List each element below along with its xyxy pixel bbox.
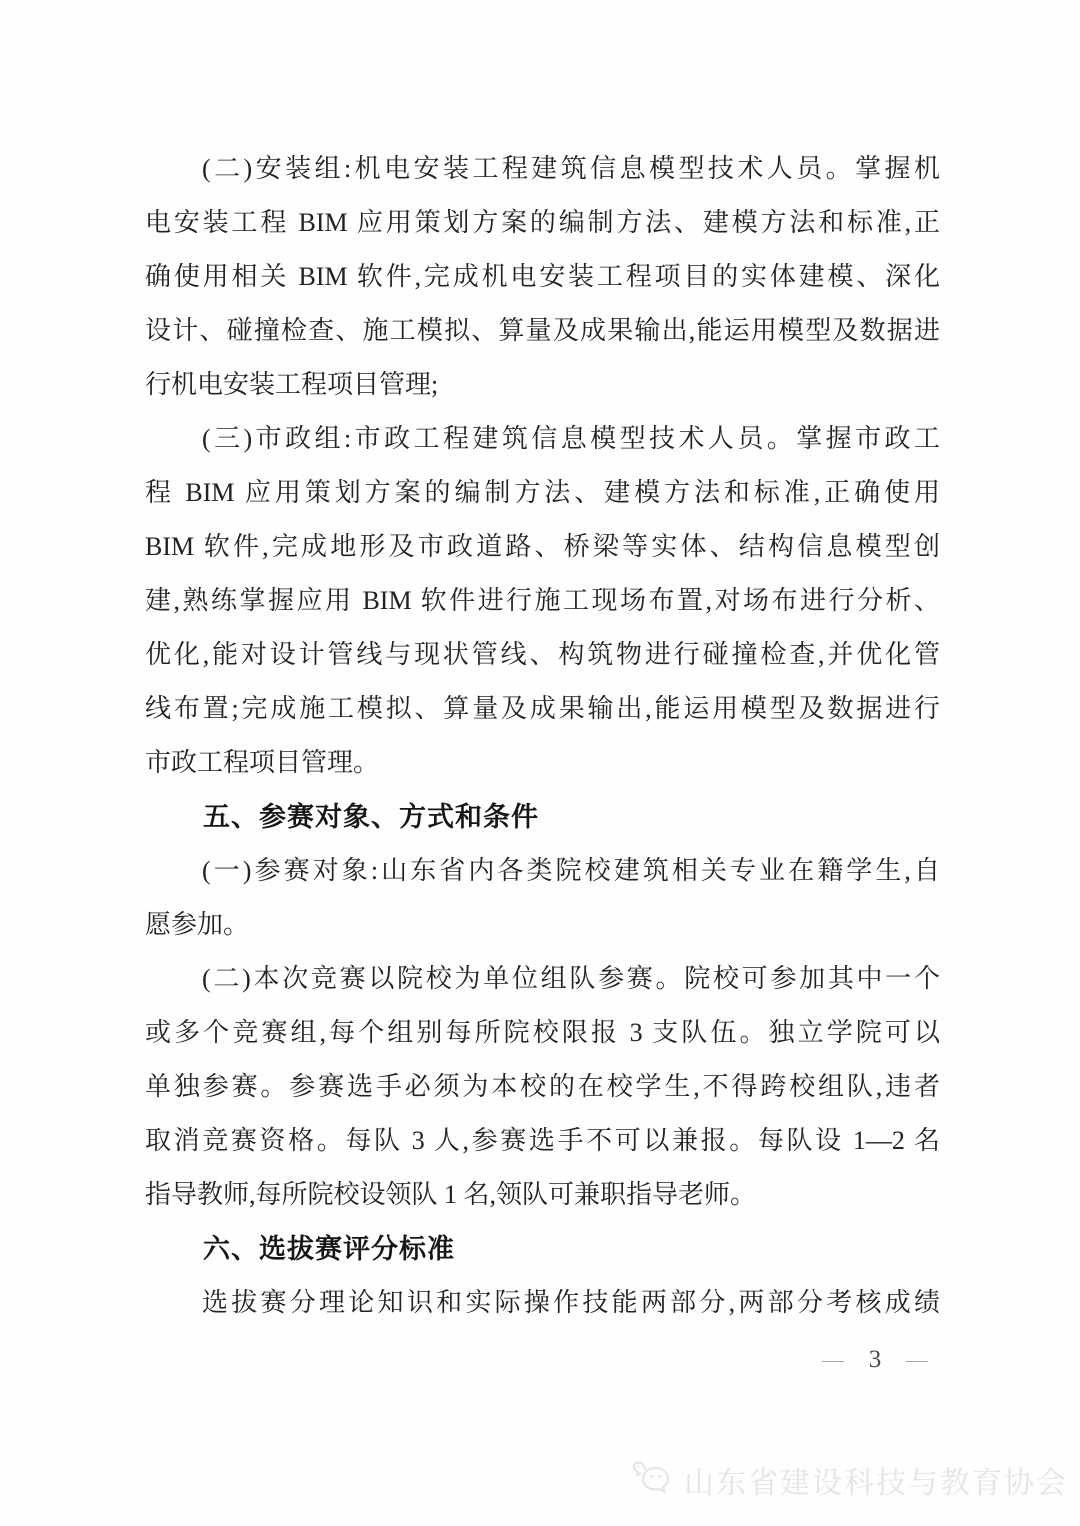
page-number: [822, 1344, 928, 1376]
text-line: BIM 软件,完成地形及市政道路、桥梁等实体、结构信息模型创: [145, 532, 940, 561]
text-line: (二)安装组:机电安装工程建筑信息模型技术人员。掌握机: [202, 154, 940, 183]
document-body: [145, 142, 940, 1330]
text-line: 优化,能对设计管线与现状管线、构筑物进行碰撞检查,并优化管: [145, 640, 940, 669]
section-heading: 六、选拔赛评分标准: [203, 1234, 455, 1264]
text-line: 程 BIM 应用策划方案的编制方法、建模方法和标准,正确使用: [145, 478, 940, 507]
text-line: 建,熟练掌握应用 BIM 软件进行施工现场布置,对场布进行分析、: [145, 586, 940, 615]
text-line: 指导教师,每所院校设领队 1 名,领队可兼职指导老师。: [145, 1180, 757, 1209]
text-line: (三)市政组:市政工程建筑信息模型技术人员。掌握市政工: [202, 424, 940, 453]
text-line: (一)参赛对象:山东省内各类院校建筑相关专业在籍学生,自: [202, 856, 940, 885]
page-number-dash-right: —: [906, 1350, 928, 1369]
wechat-icon: [633, 1460, 679, 1500]
text-line: 电安装工程 BIM 应用策划方案的编制方法、建模方法和标准,正: [145, 208, 940, 237]
text-line: 单独参赛。参赛选手必须为本校的在校学生,不得跨校组队,违者: [145, 1072, 940, 1101]
text-line: 选拔赛分理论知识和实际操作技能两部分,两部分考核成绩: [202, 1288, 940, 1317]
watermark-text: 山东省建设科技与教育协会: [684, 1467, 1068, 1500]
text-line: 行机电安装工程项目管理;: [145, 370, 439, 399]
page-number-dash-left: —: [822, 1350, 844, 1369]
section-heading: 五、参赛对象、方式和条件: [203, 802, 539, 832]
text-line: 线布置;完成施工模拟、算量及成果输出,能运用模型及数据进行: [145, 694, 940, 723]
text-line: 愿参加。: [145, 910, 250, 939]
footer-watermark: [633, 1458, 1068, 1502]
text-line: (二)本次竞赛以院校为单位组队参赛。院校可参加其中一个: [202, 964, 940, 993]
text-line: 或多个竞赛组,每个组别每所院校限报 3 支队伍。独立学院可以: [145, 1018, 940, 1047]
text-line: 市政工程项目管理。: [145, 748, 380, 777]
page-number-value: 3: [868, 1346, 882, 1373]
text-line: 确使用相关 BIM 软件,完成机电安装工程项目的实体建模、深化: [145, 262, 940, 291]
text-line: 设计、碰撞检查、施工模拟、算量及成果输出,能运用模型及数据进: [145, 316, 940, 345]
text-line: 取消竞赛资格。每队 3 人,参赛选手不可以兼报。每队设 1—2 名: [145, 1126, 940, 1155]
